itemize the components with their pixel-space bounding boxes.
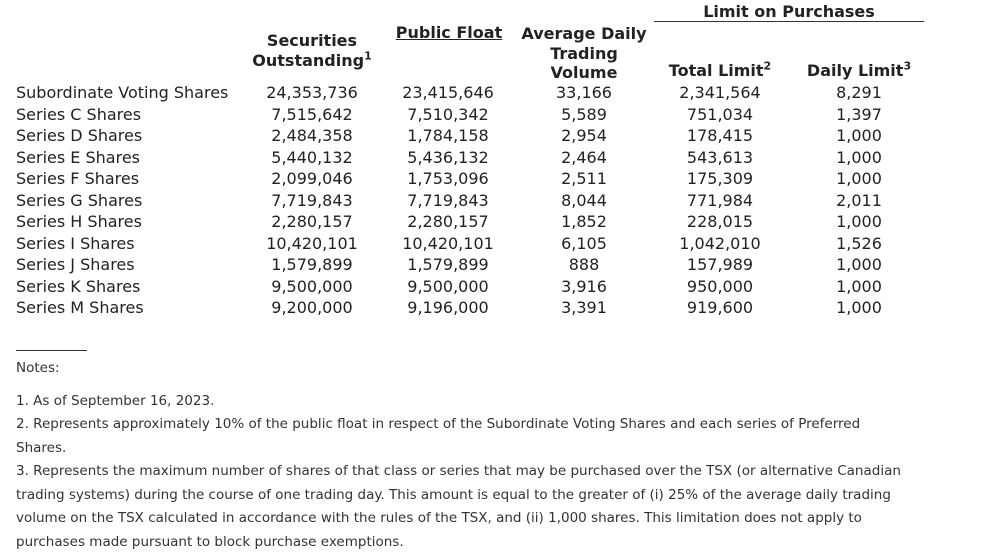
note-2: 2. Represents approximately 10% of the public float in respect of the Subordinate Voting Shares and each series of Preferred Shares. bbox=[16, 416, 861, 456]
header-securities-line2: Outstanding bbox=[252, 51, 365, 70]
cell-total-limit: 175,309 bbox=[686, 169, 754, 188]
cell-securities: 1,579,899 bbox=[271, 255, 353, 274]
cell-total-limit: 2,341,564 bbox=[679, 83, 761, 102]
cell-total-limit: 157,989 bbox=[686, 255, 754, 274]
cell-public-float: 23,415,646 bbox=[402, 83, 494, 102]
header-daily-limit-text: Daily Limit bbox=[806, 61, 904, 80]
cell-securities: 5,440,132 bbox=[271, 147, 353, 167]
row-name: Series D Shares bbox=[16, 126, 143, 145]
cell-securities: 7,719,843 bbox=[271, 190, 353, 210]
header-average-daily-trading-volume bbox=[520, 24, 648, 83]
cell-total-limit: 751,034 bbox=[686, 104, 754, 124]
row-name: Series C Shares bbox=[16, 104, 142, 124]
column-total-limit bbox=[664, 82, 776, 319]
cell-total-limit: 771,984 bbox=[686, 190, 754, 210]
row-name: Series K Shares bbox=[16, 276, 141, 296]
cell-total-limit: 950,000 bbox=[686, 276, 754, 296]
row-name: Series H Shares bbox=[16, 212, 142, 231]
row-name: Series I Shares bbox=[16, 233, 135, 253]
cell-adv: 2,464 bbox=[561, 147, 607, 167]
cell-adv: 6,105 bbox=[561, 233, 607, 253]
cell-securities: 2,484,358 bbox=[271, 126, 353, 145]
cell-public-float: 9,500,000 bbox=[407, 276, 489, 296]
header-public-float: Public Float bbox=[395, 23, 503, 42]
row-name: Series J Shares bbox=[16, 255, 135, 274]
cell-daily-limit: 1,526 bbox=[836, 233, 882, 253]
cell-daily-limit: 1,000 bbox=[836, 298, 882, 317]
cell-adv: 5,589 bbox=[561, 104, 607, 124]
cell-total-limit: 919,600 bbox=[686, 298, 754, 317]
cell-daily-limit: 8,291 bbox=[836, 83, 882, 102]
cell-adv: 8,044 bbox=[561, 190, 607, 210]
header-adv-line2: Trading bbox=[550, 43, 618, 63]
row-name: Series M Shares bbox=[16, 298, 144, 317]
cell-public-float: 9,196,000 bbox=[407, 298, 489, 317]
cell-total-limit: 543,613 bbox=[686, 147, 754, 167]
header-adv-line3: Volume bbox=[550, 63, 618, 82]
cell-daily-limit: 1,000 bbox=[836, 255, 882, 274]
column-average-daily-trading-volume bbox=[520, 82, 648, 319]
cell-public-float: 1,753,096 bbox=[407, 169, 489, 188]
cell-adv: 2,954 bbox=[561, 126, 607, 145]
cell-adv: 1,852 bbox=[561, 212, 607, 231]
cell-daily-limit: 1,397 bbox=[836, 104, 882, 124]
cell-securities: 2,280,157 bbox=[271, 212, 353, 231]
cell-total-limit: 178,415 bbox=[686, 126, 754, 145]
cell-daily-limit: 1,000 bbox=[836, 212, 882, 231]
column-public-float bbox=[394, 82, 502, 319]
cell-public-float: 2,280,157 bbox=[407, 212, 489, 231]
column-securities-outstanding bbox=[250, 82, 374, 319]
cell-total-limit: 228,015 bbox=[686, 212, 754, 231]
footnote-separator bbox=[16, 350, 87, 351]
header-total-limit bbox=[664, 61, 776, 81]
footnote-ref-3: 3 bbox=[903, 59, 912, 73]
cell-daily-limit: 2,011 bbox=[836, 190, 882, 210]
table-row-names bbox=[16, 82, 256, 319]
cell-adv: 3,916 bbox=[561, 276, 607, 296]
cell-securities: 9,200,000 bbox=[271, 298, 353, 317]
cell-adv: 33,166 bbox=[556, 83, 612, 102]
cell-securities: 2,099,046 bbox=[271, 169, 353, 188]
row-name: Series F Shares bbox=[16, 169, 140, 188]
cell-securities: 9,500,000 bbox=[271, 276, 353, 296]
row-name: Series E Shares bbox=[16, 147, 140, 167]
cell-daily-limit: 1,000 bbox=[836, 169, 882, 188]
column-daily-limit bbox=[800, 82, 918, 319]
header-securities-outstanding bbox=[250, 31, 374, 71]
header-adv-line1: Average Daily bbox=[521, 24, 647, 43]
header-daily-limit bbox=[800, 61, 918, 81]
cell-securities: 24,353,736 bbox=[266, 83, 358, 102]
cell-securities: 7,515,642 bbox=[271, 104, 353, 124]
row-name: Subordinate Voting Shares bbox=[16, 83, 229, 102]
cell-daily-limit: 1,000 bbox=[836, 147, 882, 167]
cell-public-float: 5,436,132 bbox=[407, 147, 489, 167]
cell-public-float: 1,579,899 bbox=[407, 255, 489, 274]
note-1: 1. As of September 16, 2023. bbox=[16, 393, 215, 409]
cell-public-float: 10,420,101 bbox=[402, 233, 494, 253]
group-header-rule bbox=[654, 21, 924, 22]
cell-public-float: 7,510,342 bbox=[407, 104, 489, 124]
cell-daily-limit: 1,000 bbox=[836, 276, 882, 296]
header-total-limit-text: Total Limit bbox=[668, 61, 764, 80]
footnote-ref-1: 1 bbox=[364, 49, 372, 63]
note-3: 3. Represents the maximum number of shares of that class or series that may be purchased over the TSX (or alternative Canadian trading systems) during the course of one trading day. This amount is equal to the greater of (i) 25% of the average daily trading volume on the TSX calculated in accordance with the rules of the TSX, and (ii) 1,000 shares. This limitation does not apply to purchases made pursuant to block purchase exemptions. bbox=[16, 463, 901, 550]
cell-adv: 888 bbox=[568, 255, 600, 274]
cell-public-float: 1,784,158 bbox=[407, 126, 489, 145]
header-securities-line1: Securities bbox=[266, 31, 358, 50]
cell-public-float: 7,719,843 bbox=[407, 190, 489, 210]
row-name: Series G Shares bbox=[16, 190, 143, 210]
footnote-ref-2: 2 bbox=[763, 59, 772, 73]
notes-label: Notes: bbox=[16, 360, 60, 376]
cell-total-limit: 1,042,010 bbox=[679, 233, 761, 253]
cell-adv: 3,391 bbox=[561, 298, 607, 317]
cell-daily-limit: 1,000 bbox=[836, 126, 882, 145]
cell-securities: 10,420,101 bbox=[266, 233, 358, 253]
cell-adv: 2,511 bbox=[561, 169, 607, 188]
group-header-limit-on-purchases: Limit on Purchases bbox=[703, 2, 875, 21]
